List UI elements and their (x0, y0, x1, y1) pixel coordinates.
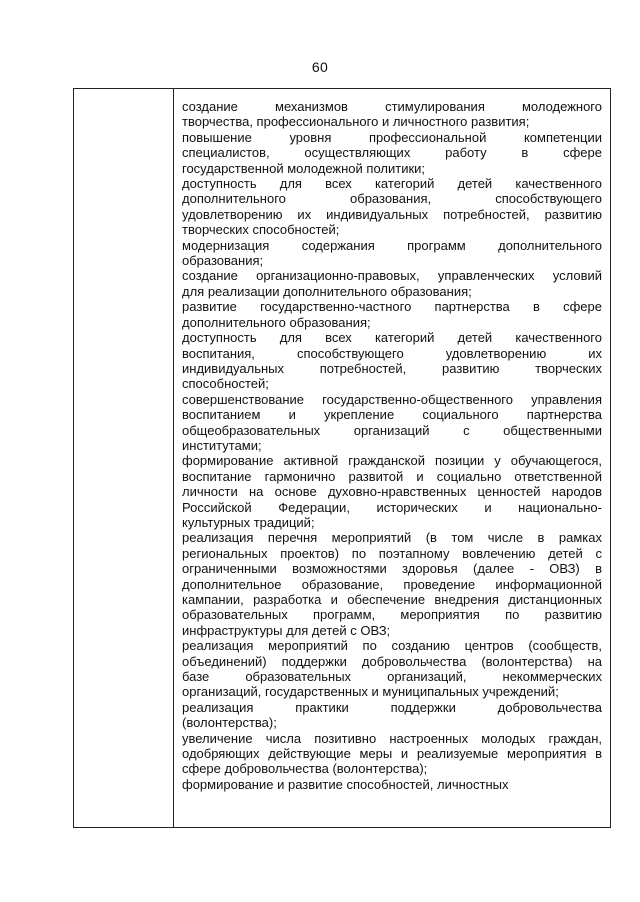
list-item (182, 176, 602, 238)
list-item-line: региональных проектов) по поэтапному вовлечению детей с (182, 545, 602, 561)
list-item-line: индивидуальных потребностей, развитию творческих (182, 360, 602, 376)
list-item (182, 638, 602, 700)
list-item (182, 268, 602, 299)
list-item (182, 777, 602, 792)
list-item-line: создание механизмов стимулирования молодежного (182, 99, 602, 114)
list-item-line: кампании, разработка и обеспечение внедрения дистанционных (182, 592, 602, 607)
list-item (182, 99, 602, 130)
list-item (182, 392, 602, 454)
list-item-line: дополнительного образования; (182, 314, 371, 330)
list-item-line: организаций, государственных и муниципальных учреждений; (182, 684, 559, 700)
page-number: 60 (311, 59, 329, 75)
list-item-line: сфере добровольчества (волонтерства); (182, 761, 428, 777)
list-item (182, 130, 602, 176)
list-item-line: реализация перечня мероприятий (в том числе в рамках (182, 530, 602, 546)
table-left-cell (74, 89, 174, 827)
list-item-line: увеличение числа позитивно настроенных молодых граждан, (182, 730, 602, 746)
list-item-line: повышение уровня профессиональной компетенции (182, 129, 602, 145)
list-item-line: творчества, профессионального и личностного развития; (182, 114, 530, 130)
document-table (73, 88, 611, 828)
list-item-line: (волонтерства); (182, 715, 277, 731)
list-item (182, 530, 602, 638)
list-item-line: образования; (182, 253, 264, 269)
list-item (182, 700, 602, 731)
list-item-line: формирование и развитие способностей, личностных (182, 776, 509, 792)
list-item-line: одобряющих действующие меры и реализуемые мероприятия в (182, 746, 602, 762)
list-item (182, 731, 602, 777)
list-item-line: дополнительного образования, способствующего (182, 191, 602, 207)
list-item-line: способностей; (182, 376, 269, 392)
list-item-line: Российской Федерации, исторических и национально- (182, 499, 602, 515)
list-item-line: доступность для всех категорий детей качественного (182, 176, 602, 192)
list-item-line: развитие государственно-частного партнерства в сфере (182, 299, 602, 315)
list-item (182, 238, 602, 269)
table-right-cell (174, 89, 610, 827)
list-item (182, 299, 602, 330)
list-item-line: совершенствование государственно-общественного управления (182, 391, 602, 407)
list-item-line: доступность для всех категорий детей качественного (182, 330, 602, 346)
list-item-line: базе образовательных организаций, некоммерческих (182, 669, 602, 685)
list-item-line: удовлетворению их индивидуальных потребностей, развитию (182, 206, 602, 222)
list-item-line: объединений) поддержки добровольчества (волонтерства) на (182, 653, 602, 669)
list-item-line: ограниченными возможностями здоровья (далее - ОВЗ) в (182, 561, 602, 577)
list-item-line: институтами; (182, 437, 262, 453)
list-item-line: для реализации дополнительного образования; (182, 283, 472, 299)
list-item (182, 330, 602, 392)
list-item-line: формирование активной гражданской позиции у обучающегося, (182, 453, 602, 469)
list-item-line: культурных традиций; (182, 514, 315, 530)
list-item (182, 453, 602, 530)
list-item-line: воспитание гармонично развитой и социально ответственной (182, 468, 602, 484)
list-item-line: воспитания, способствующего удовлетворению их (182, 345, 602, 361)
list-item-line: образовательных программ, мероприятия по развитию (182, 607, 602, 623)
list-item-line: воспитанием и укрепление социального партнерства (182, 407, 602, 423)
list-item-line: создание организационно-правовых, управленческих условий (182, 268, 602, 284)
list-item-line: творческих способностей; (182, 222, 340, 238)
list-item-line: реализация практики поддержки добровольчества (182, 699, 602, 715)
list-item-line: специалистов, осуществляющих работу в сфере (182, 145, 602, 161)
list-item-line: инфраструктуры для детей с ОВЗ; (182, 622, 391, 638)
list-item-line: реализация мероприятий по созданию центров (сообществ, (182, 638, 602, 654)
list-item-line: общеобразовательных организаций с общественными (182, 422, 602, 438)
list-item-line: дополнительное образование, проведение информационной (182, 576, 602, 592)
list-item-line: модернизация содержания программ дополнительного (182, 237, 602, 253)
list-item-line: личности на основе духовно-нравственных ценностей народов (182, 484, 602, 500)
list-item-line: государственной молодежной политики; (182, 160, 426, 176)
